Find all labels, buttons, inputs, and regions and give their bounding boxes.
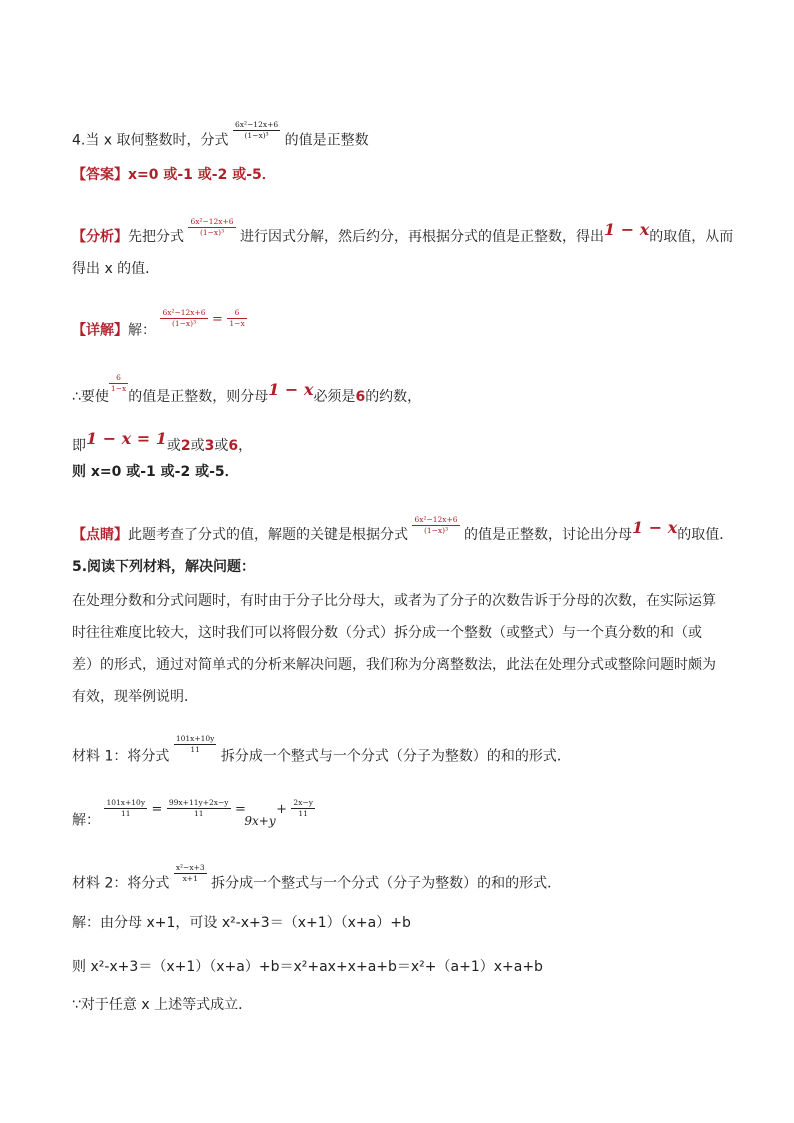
comment-expr: 1 − x	[632, 518, 678, 537]
comment-tag: 【点睛】	[72, 527, 128, 543]
material-2-fraction: $\frac{\text{x²−x+3}}{x+1}$	[175, 863, 205, 883]
because-line: ∵对于任意 x 上述等式成立．	[72, 997, 253, 1013]
analysis-expr: 1 − x	[604, 220, 650, 239]
material-2-solution: 解：由分母 x+1，可设 x²-x+3＝（x+1）（x+a）+b	[72, 915, 411, 931]
answer-text: x=0 或-1 或-2 或-5．	[128, 167, 276, 183]
comment-line: 【点睛】此题考查了分式的值，解题的关键是根据分式 $\frac{\text{6x²−12x+6}}{\text{(1−x)³}}$ 的值是正整数，讨论出分母1 − x的取值．	[72, 514, 734, 543]
material-2-line: 材料 2：将分式 $\frac{\text{x²−x+3}}{x+1}$ 拆分成一个整式与一个分式（分子为整数）的和的形式．	[72, 863, 562, 892]
analysis-tag: 【分析】	[72, 229, 128, 245]
ji-expr: 1 − x = 1	[86, 429, 167, 448]
analysis-line-1: 【分析】先把分式 $\frac{\text{6x²−12x+6}}{\text{(1−x)³}}$ 进行因式分解，然后约分，再根据分式的值是正整数，得出1 − x的取值，从而	[72, 216, 734, 245]
question-5-paragraph: 在处理分数和分式问题时，有时由于分子比分母大，或者为了分子的次数告诉于分母的次数，在实际运算时往往难度比较大，这时我们可以将假分数（分式）拆分成一个整数（或整式）与一个真分数的和（或差）的形式，通过对简单式的分析来解决问题，我们称为分离整数法，此法在处理分式或整除问题时颇为有效，现举例说明．	[72, 593, 716, 705]
analysis-line-2: 得出 x 的值．	[72, 261, 160, 277]
then-line: 则 x²-x+3＝（x+1）（x+a）+b＝x²+ax+x+a+b＝x²+（a+1）x+a+b	[72, 959, 543, 975]
ze-line: 则 x=0 或-1 或-2 或-5．	[72, 464, 239, 480]
ji-line: 即1 − x = 1或2或3或6，	[72, 429, 253, 454]
since-expr: 1 − x	[268, 380, 314, 399]
detail-line: 【详解】解： $\frac{\text{6x²−12x+6}}{\text{(1−x)³}}$ = $\frac{6}{1-x}$	[72, 308, 245, 339]
since-line: ∴要使 $\frac{6}{1-x}$ 的值是正整数，则分母1 − x必须是6的约数，	[72, 372, 422, 405]
material-1-solution: 解： $\frac{101x+10y}{11}$ = $\frac{99x+11y+2x-y}{11}$ = 9x+y + $\frac{2x-y}{11}$	[72, 798, 313, 829]
answer-line	[72, 165, 276, 185]
question-5-title: 5.阅读下列材料，解决问题：	[72, 559, 256, 575]
since-fraction: $\frac{6}{1-x}$	[110, 372, 127, 393]
detail-tag: 【详解】	[72, 322, 128, 339]
q4-fraction: $\frac{\text{6x²−12x+6}}{\text{(1−x)³}}$	[235, 120, 279, 140]
answer-tag: 【答案】	[72, 167, 128, 183]
material-1-line: 材料 1：将分式 $\frac{101x+10y}{11}$ 拆分成一个整式与一个分式（分子为整数）的和的形式．	[72, 734, 571, 765]
detail-equation: $\frac{\text{6x²−12x+6}}{\text{(1−x)³}}$ = $\frac{6}{1-x}$	[162, 308, 245, 328]
analysis-fraction: $\frac{\text{6x²−12x+6}}{\text{(1−x)³}}$	[190, 216, 234, 237]
material-1-whole: 9x+y	[244, 813, 276, 828]
q4-suffix: 的值是正整数	[284, 132, 369, 149]
comment-fraction: $\frac{\text{6x²−12x+6}}{\text{(1−x)³}}$	[414, 514, 458, 535]
q4-prefix: 4.当 x 取何整数时，分式	[72, 132, 229, 149]
question-4	[72, 120, 369, 151]
material-1-fraction: $\frac{101x+10y}{11}$	[175, 734, 215, 754]
